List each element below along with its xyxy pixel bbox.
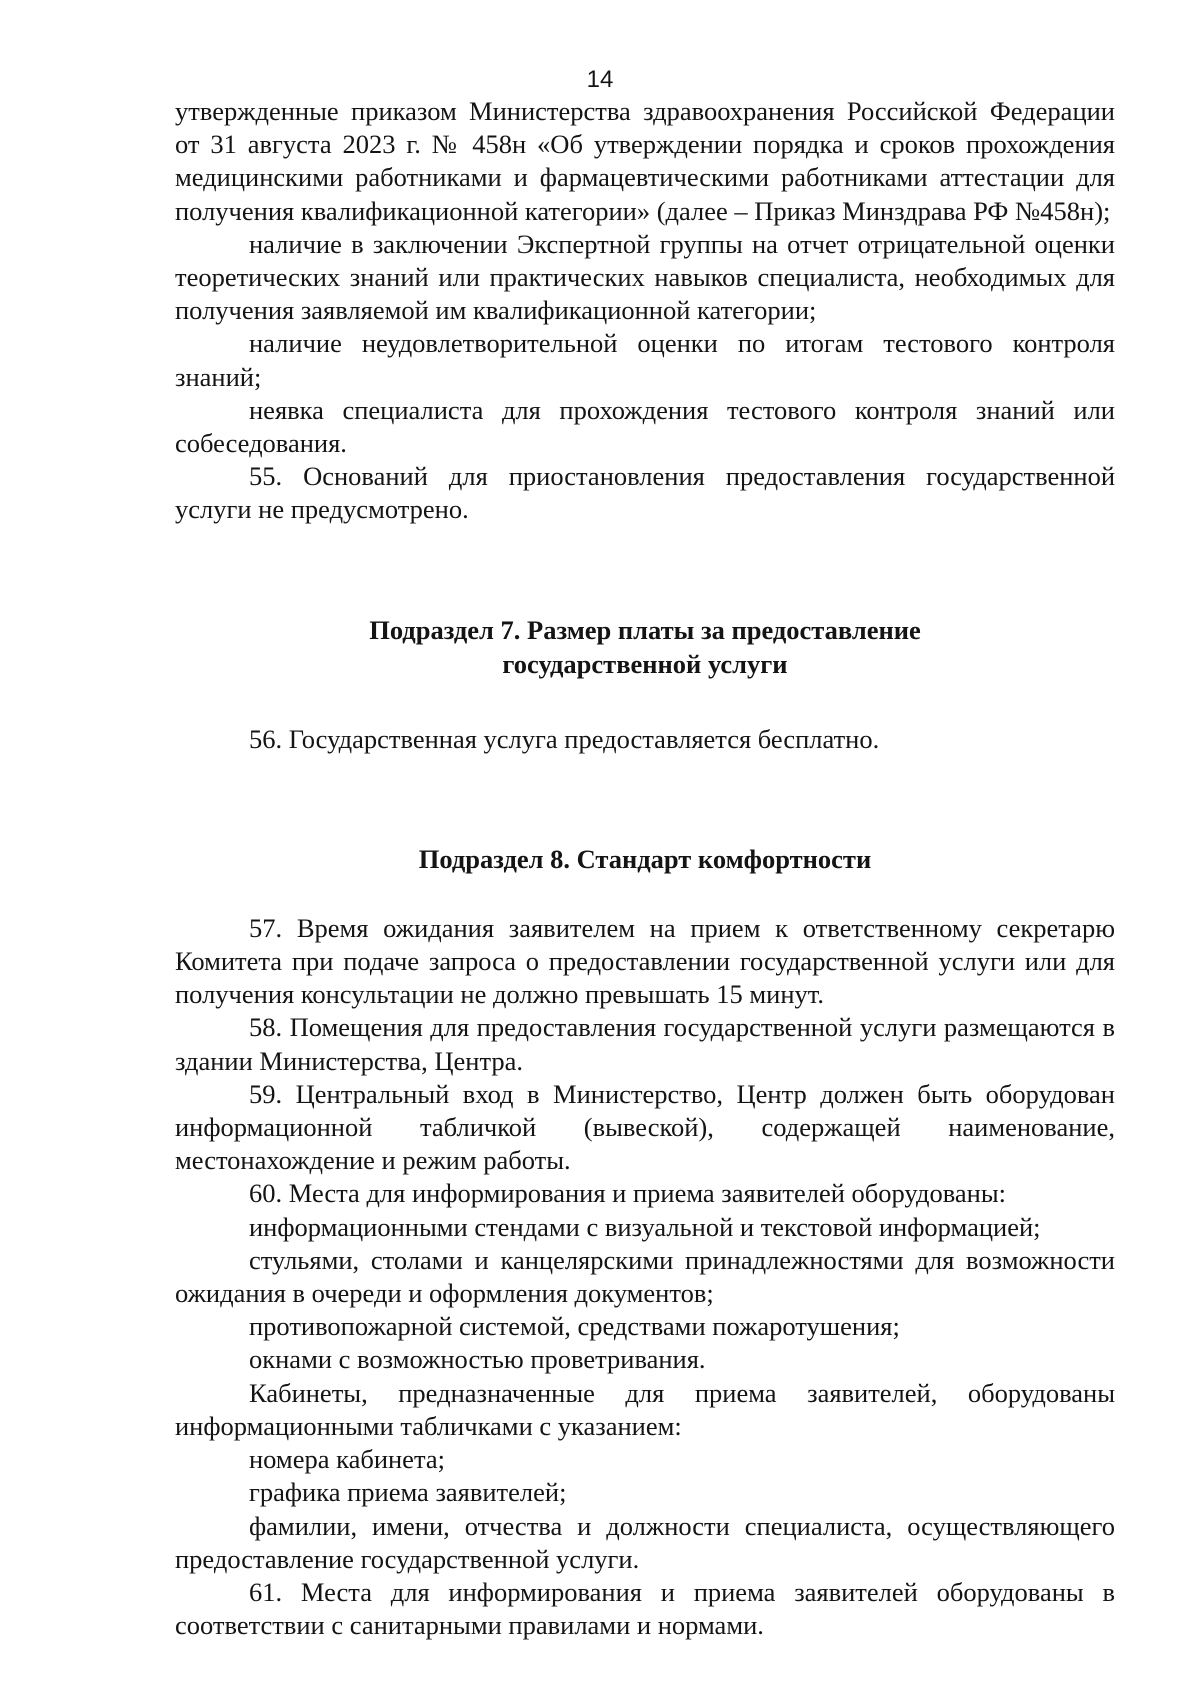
list-item-schedule: графика приема заявителей; bbox=[249, 1477, 567, 1508]
paragraph-60: 60. Места для информирования и приема заявителей оборудованы: bbox=[249, 1178, 1007, 1209]
page-number: 14 bbox=[586, 66, 614, 93]
paragraph-59: 59. Центральный вход в Министерство, Центр должен быть оборудован информационной табличкой (вывеской), содержащей наименование, местонахождение и режим работы. bbox=[175, 1078, 1115, 1176]
document-body bbox=[175, 95, 1115, 1642]
list-item-chairs-tables: стульями, столами и канцелярскими принадлежностями для возможности ожидания в очереди и оформления документов; bbox=[175, 1244, 1115, 1309]
paragraph-order-reference: утвержденные приказом Министерства здравоохранения Российской Федерации от 31 августа 2023 г. № 458н «Об утверждении порядка и сроков прохождения медицинскими работниками и фармацевтическими работниками аттестации для получения квалификационной категории» (далее – Приказ Минздрава РФ №458н); bbox=[175, 96, 1115, 226]
paragraph-expert-group: наличие в заключении Экспертной группы на отчет отрицательной оценки теоретических знаний или практических навыков специалиста, необходимых для получения заявляемой им квалификационной категории; bbox=[175, 228, 1115, 326]
list-item-windows: окнами с возможностью проветривания. bbox=[249, 1344, 706, 1375]
paragraph-56: 56. Государственная услуга предоставляется бесплатно. bbox=[249, 723, 880, 754]
section-7-heading-line2: государственной услуги bbox=[502, 648, 788, 679]
paragraph-no-show: неявка специалиста для прохождения тестового контроля знаний или собеседования. bbox=[175, 394, 1115, 459]
paragraph-61: 61. Места для информирования и приема заявителей оборудованы в соответствии с санитарными правилами и нормами. bbox=[175, 1576, 1115, 1641]
paragraph-55: 55. Оснований для приостановления предоставления государственной услуги не предусмотрено. bbox=[175, 461, 1115, 525]
section-7-heading-line1: Подраздел 7. Размер платы за предоставление bbox=[369, 614, 921, 645]
list-item-room-number: номера кабинета; bbox=[249, 1444, 445, 1475]
paragraph-cabinets: Кабинеты, предназначенные для приема заявителей, оборудованы информационными табличками с указанием: bbox=[175, 1377, 1115, 1441]
paragraph-57: 57. Время ожидания заявителем на прием к ответственному секретарю Комитета при подаче запроса о предоставлении государственной услуги или для получения консультации не должно превышать 15 минут. bbox=[175, 912, 1115, 1010]
list-item-specialist-name: фамилии, имени, отчества и должности специалиста, осуществляющего предоставление государственной услуги. bbox=[175, 1510, 1115, 1574]
section-7-heading bbox=[175, 613, 1115, 681]
paragraph-unsatisfactory-test: наличие неудовлетворительной оценки по итогам тестового контроля знаний; bbox=[175, 328, 1115, 392]
list-item-fire-system: противопожарной системой, средствами пожаротушения; bbox=[249, 1311, 900, 1342]
list-item-stands: информационными стендами с визуальной и текстовой информацией; bbox=[249, 1211, 1041, 1242]
paragraph-58: 58. Помещения для предоставления государственной услуги размещаются в здании Министерства, Центра. bbox=[175, 1012, 1115, 1076]
section-8-heading: Подраздел 8. Стандарт комфортности bbox=[418, 843, 872, 874]
